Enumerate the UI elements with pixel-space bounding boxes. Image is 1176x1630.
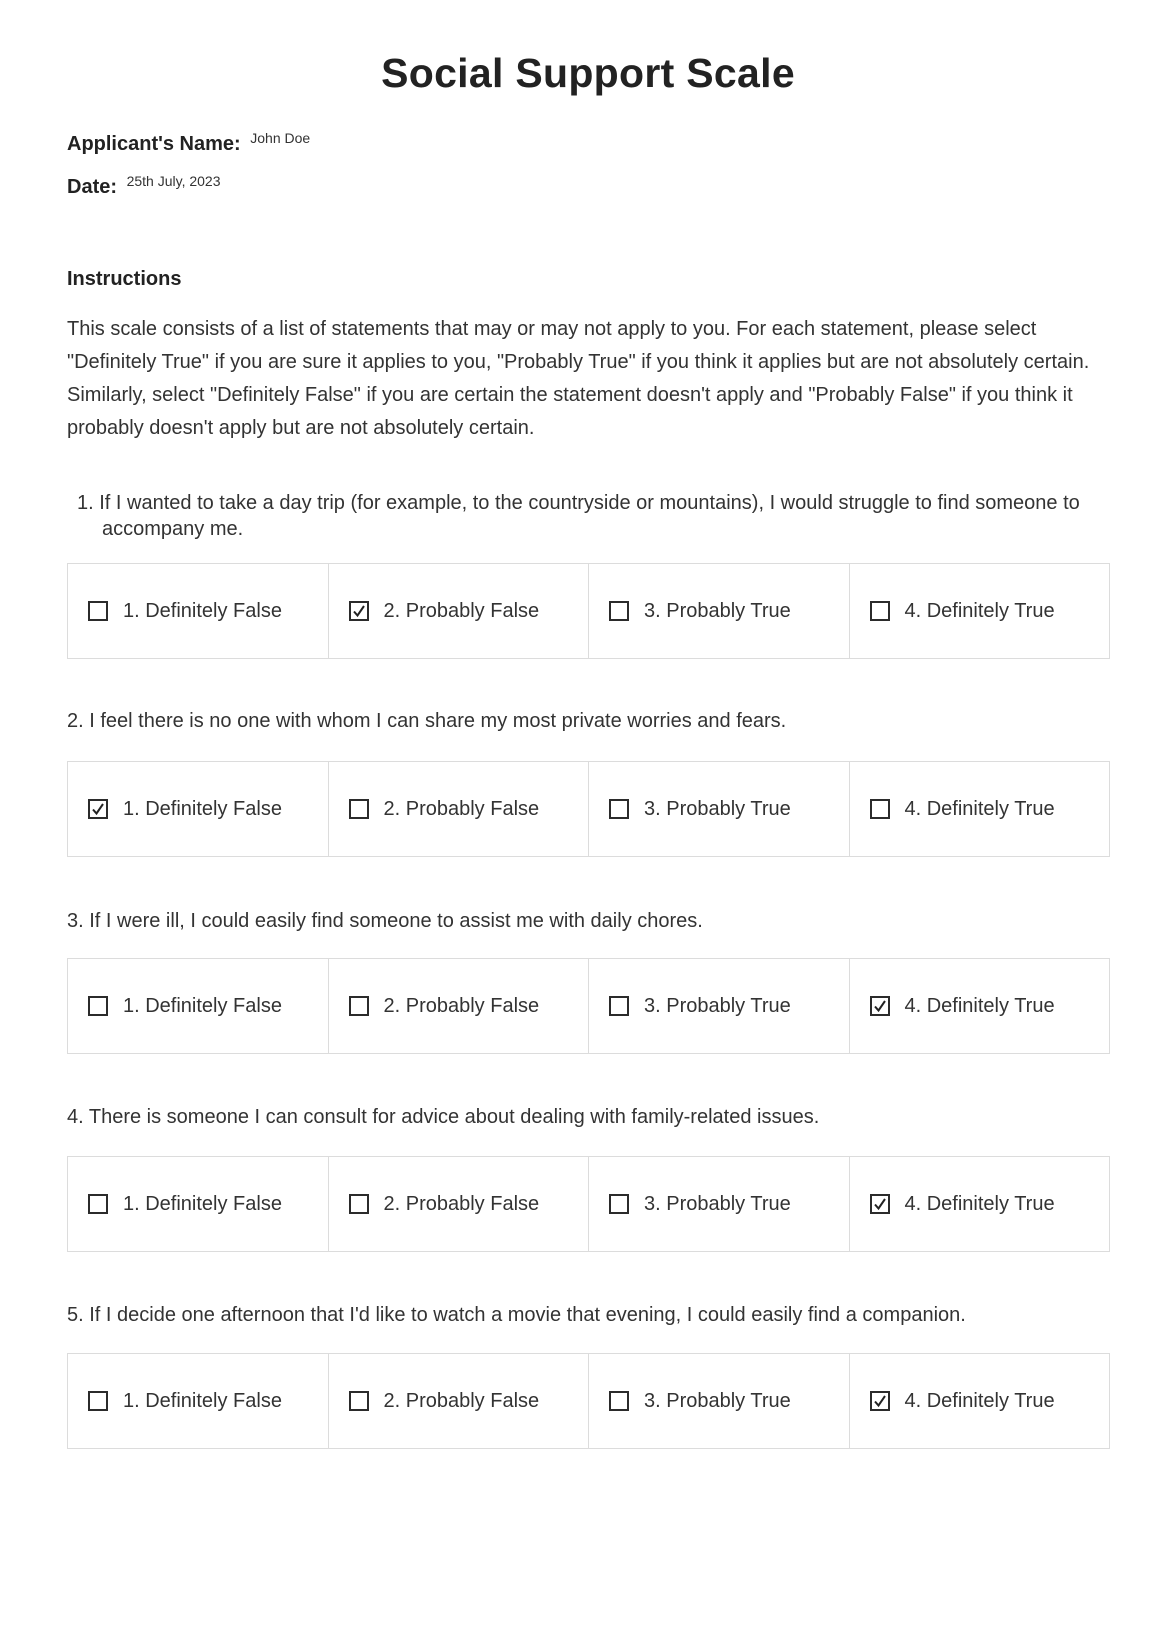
option-probably-true[interactable] <box>589 762 850 856</box>
option-probably-true[interactable] <box>589 1157 850 1251</box>
checkbox-checked-icon[interactable] <box>870 1194 890 1214</box>
applicant-name-value[interactable]: John Doe <box>250 130 311 146</box>
option-definitely-true[interactable] <box>850 959 1110 1053</box>
answer-options-3 <box>67 958 1110 1054</box>
option-probably-true[interactable] <box>589 959 850 1053</box>
instructions-heading: Instructions <box>67 268 182 290</box>
checkbox-icon[interactable] <box>88 996 108 1016</box>
checkbox-checked-icon[interactable] <box>870 1391 890 1411</box>
option-label: 1. Definitely False <box>123 599 282 622</box>
checkbox-icon[interactable] <box>870 601 890 621</box>
checkbox-icon[interactable] <box>609 1194 629 1214</box>
checkbox-icon[interactable] <box>349 996 369 1016</box>
option-probably-false[interactable] <box>329 564 590 658</box>
checkbox-icon[interactable] <box>88 601 108 621</box>
date-value[interactable]: 25th July, 2023 <box>126 173 221 189</box>
checkbox-icon[interactable] <box>349 799 369 819</box>
option-label: 4. Definitely True <box>904 1192 1055 1215</box>
checkbox-checked-icon[interactable] <box>88 799 108 819</box>
option-label: 2. Probably False <box>383 1192 540 1215</box>
option-definitely-true[interactable] <box>850 1354 1110 1448</box>
option-label: 1. Definitely False <box>123 994 282 1017</box>
checkmark-icon <box>352 604 366 618</box>
question-text-5: 5. If I decide one afternoon that I'd like to watch a movie that evening, I could easily find a companion. <box>67 1304 966 1326</box>
question-text-4: 4. There is someone I can consult for advice about dealing with family-related issues. <box>67 1106 820 1128</box>
option-label: 3. Probably True <box>644 1389 791 1412</box>
checkmark-icon <box>873 1197 887 1211</box>
option-definitely-true[interactable] <box>850 1157 1110 1251</box>
option-probably-false[interactable] <box>329 959 590 1053</box>
option-definitely-true[interactable] <box>850 564 1110 658</box>
answer-options-5 <box>67 1353 1110 1449</box>
option-label: 4. Definitely True <box>904 599 1055 622</box>
checkbox-icon[interactable] <box>609 799 629 819</box>
option-label: 3. Probably True <box>644 599 791 622</box>
option-definitely-true[interactable] <box>850 762 1110 856</box>
option-label: 3. Probably True <box>644 1192 791 1215</box>
option-label: 1. Definitely False <box>123 1389 282 1412</box>
checkbox-checked-icon[interactable] <box>870 996 890 1016</box>
option-label: 2. Probably False <box>383 797 540 820</box>
option-probably-true[interactable] <box>589 564 850 658</box>
checkbox-icon[interactable] <box>88 1194 108 1214</box>
applicant-name-label: Applicant's Name: <box>67 133 241 155</box>
question-text-3: 3. If I were ill, I could easily find someone to assist me with daily chores. <box>67 910 703 932</box>
option-label: 4. Definitely True <box>904 994 1055 1017</box>
checkbox-icon[interactable] <box>349 1194 369 1214</box>
option-label: 3. Probably True <box>644 994 791 1017</box>
checkbox-icon[interactable] <box>870 799 890 819</box>
option-label: 2. Probably False <box>383 994 540 1017</box>
checkbox-icon[interactable] <box>609 996 629 1016</box>
option-label: 1. Definitely False <box>123 1192 282 1215</box>
checkmark-icon <box>873 999 887 1013</box>
checkbox-icon[interactable] <box>609 1391 629 1411</box>
page-title: Social Support Scale <box>381 50 795 96</box>
option-definitely-false[interactable] <box>68 959 329 1053</box>
checkbox-icon[interactable] <box>609 601 629 621</box>
checkbox-icon[interactable] <box>88 1391 108 1411</box>
option-label: 3. Probably True <box>644 797 791 820</box>
answer-options-4 <box>67 1156 1110 1252</box>
option-definitely-false[interactable] <box>68 1157 329 1251</box>
option-probably-false[interactable] <box>329 1157 590 1251</box>
question-text-2: 2. I feel there is no one with whom I can share my most private worries and fears. <box>67 710 787 732</box>
option-label: 4. Definitely True <box>904 797 1055 820</box>
checkmark-icon <box>873 1394 887 1408</box>
option-definitely-false[interactable] <box>68 1354 329 1448</box>
checkmark-icon <box>91 802 105 816</box>
option-probably-false[interactable] <box>329 1354 590 1448</box>
question-text-1: 1. If I wanted to take a day trip (for example, to the countryside or mountains), I would struggle to find someone to accompany me. <box>77 492 1080 540</box>
checkbox-icon[interactable] <box>349 1391 369 1411</box>
option-label: 2. Probably False <box>383 599 540 622</box>
applicant-name-field <box>67 130 311 156</box>
answer-options-1 <box>67 563 1110 659</box>
instructions-text: This scale consists of a list of statements that may or may not apply to you. For each statement, please select "Definitely True" if you are sure it applies to you, "Probably True" if you think it applies but are not absolutely certain. Similarly, select "Definitely False" if you are certain the statement doesn't apply and "Probably False" if you think it probably doesn't apply but are not absolutely certain. <box>67 318 1090 439</box>
option-definitely-false[interactable] <box>68 762 329 856</box>
option-label: 4. Definitely True <box>904 1389 1055 1412</box>
option-probably-false[interactable] <box>329 762 590 856</box>
option-definitely-false[interactable] <box>68 564 329 658</box>
date-label: Date: <box>67 176 118 198</box>
date-field <box>67 173 221 199</box>
checkbox-checked-icon[interactable] <box>349 601 369 621</box>
answer-options-2 <box>67 761 1110 857</box>
option-label: 1. Definitely False <box>123 797 282 820</box>
option-label: 2. Probably False <box>383 1389 540 1412</box>
option-probably-true[interactable] <box>589 1354 850 1448</box>
